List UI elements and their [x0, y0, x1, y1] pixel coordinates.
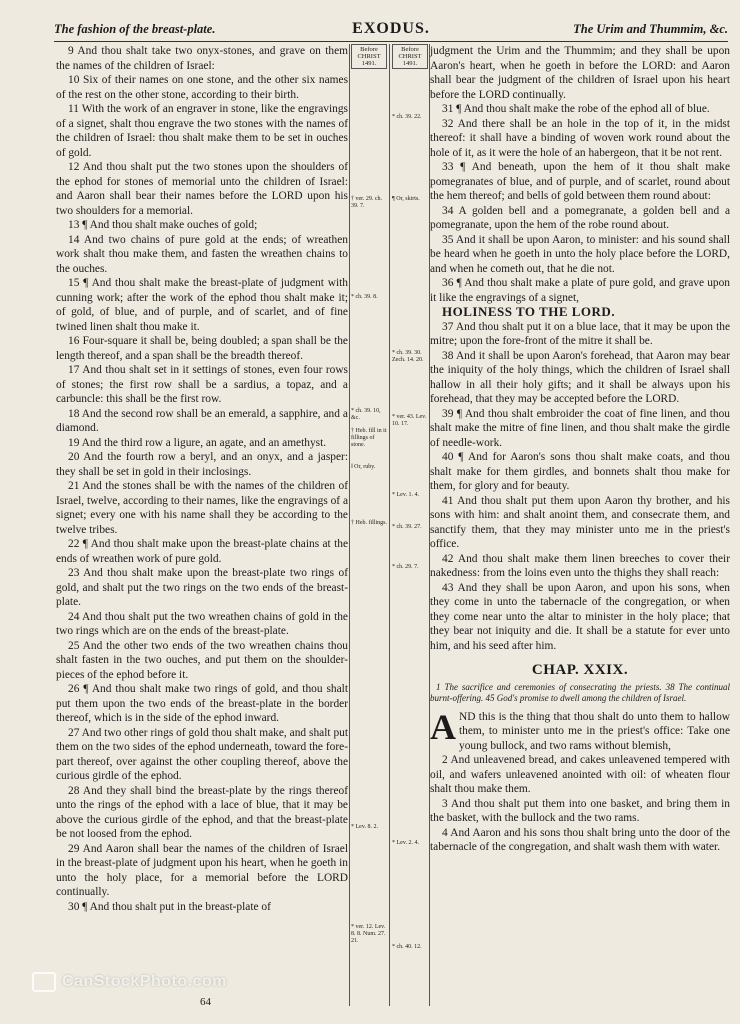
verse: 30 ¶ And thou shalt put in the breast-plate of	[68, 900, 271, 913]
chapter-heading: CHAP. XXIX.	[531, 662, 629, 678]
verse: judgment the Urim and the Thummim; and they shall be upon Aaron's heart, when he goeth in before the LORD: and Aaron shall bear the judgment of the children of Israel upon his heart before the LORD continually.	[430, 45, 730, 101]
verse: 42 And thou shalt make them linen breeches to cover their nakedness: from the loins even unto the thighs they shall reach:	[430, 552, 730, 579]
drop-cap: A	[430, 706, 456, 747]
verse: 24 And thou shalt put the two wreathen chains of gold in the two rings which are on the ends of the breast-plate.	[56, 610, 348, 637]
margin-note: * ver. 12. Lev. 8. 8. Num. 27. 21.	[351, 924, 386, 944]
date-box: Before CHRIST 1491.	[392, 44, 428, 69]
verse: 11 With the work of an engraver in stone, like the engravings of a signet, shalt thou engrave the two stones with the names of the children of Israel: thou shalt make them to be set in ouches of gold.	[56, 103, 348, 159]
verse: 16 Four-square it shall be, being doubled; a span shall be the length thereof, and a span shall be the breadth thereof.	[56, 335, 348, 362]
verse: 25 And the other two ends of the two wreathen chains thou shalt fasten in the two ouches, and put them on the shoulder-pieces of the ephod before it.	[56, 639, 348, 681]
margin-note: * ver. 43. Lev. 10. 17.	[392, 414, 427, 427]
margin-note: * Lev. 8. 2.	[351, 824, 378, 830]
date-box: Before CHRIST 1491.	[351, 44, 387, 69]
verse: 22 ¶ And thou shalt make upon the breast-plate chains at the ends of wreathen work of pure gold.	[56, 538, 348, 565]
verse: 15 ¶ And thou shalt make the breast-plate of judgment with cunning work; after the work of the ephod thou shalt make it; of gold, of blue, and of purple, and of scarlet, and of fine twined linen shalt thou make it.	[56, 277, 348, 333]
chapter-summary: 1 The sacrifice and ceremonies of consecrating the priests. 38 The continual burnt-offering. 45 God's promise to dwell among the children of Israel.	[430, 681, 730, 703]
verse: 27 And two other rings of gold thou shalt make, and shalt put them on the two sides of the ephod underneath, toward the fore-part thereof, over against the other coupling thereof, above the curious girdle of the ephod.	[56, 726, 348, 782]
verse: 14 And two chains of pure gold at the ends; of wreathen work shalt thou make them, and fasten the wreathen chains to the ouches.	[56, 233, 348, 275]
margin-note: * ch. 29. 7.	[392, 564, 419, 570]
verse: 18 And the second row shall be an emerald, a sapphire, and a diamond.	[56, 407, 348, 434]
right-text-column	[430, 44, 730, 855]
verse: 13 ¶ And thou shalt make ouches of gold;	[68, 219, 258, 231]
verse: 17 And thou shalt set in it settings of stones, even four rows of stones; the first row shall be a sardius, a topaz, and a carbuncle: this shall be the first row.	[56, 364, 348, 405]
verse: 36 ¶ And thou shalt make a plate of pure gold, and grave upon it like the engravings of a signet,	[430, 277, 730, 304]
verse: 38 And it shall be upon Aaron's forehead, that Aaron may bear the iniquity of the holy things, which the children of Israel shall hallow in all their holy gifts; and it shall be always upon his forehead, that they may be accepted before the LORD.	[430, 349, 730, 405]
margin-note: * ch. 39. 8.	[351, 294, 378, 300]
verse: 37 And thou shalt put it on a blue lace, that it may be upon the mitre; upon the fore-front of the mitre it shall be.	[430, 320, 730, 347]
verse: 9 And thou shalt take two onyx-stones, and grave on them the names of the children of Israel:	[56, 45, 348, 72]
verse: 33 ¶ And beneath, upon the hem of it thou shalt make pomegranates of blue, and of purple, and of scarlet, round about the hem thereof; and bells of gold between them round about:	[430, 161, 730, 202]
verse: 40 ¶ And for Aaron's sons thou shalt make coats, and thou shalt make for them girdles, and bonnets shalt thou make for them, for glory and for beauty.	[430, 451, 730, 492]
margin-note: ‖ Or, ruby.	[351, 464, 376, 470]
verse: 19 And the third row a ligure, an agate, and an amethyst.	[68, 436, 327, 449]
verse: 39 ¶ And thou shalt embroider the coat of fine linen, and thou shalt make the mitre of fine linen, and thou shalt make the girdle of needle-work.	[430, 407, 730, 449]
watermark	[32, 972, 227, 992]
verse: 2 And unleavened bread, and cakes unleavened tempered with oil, and wafers unleavened anointed with oil: of wheaten flour shalt thou make them.	[430, 754, 730, 795]
verse: 3 And thou shalt put them into one basket, and bring them in the basket, with the bullock and the two rams.	[430, 797, 730, 824]
verse: 35 And it shall be upon Aaron, to minister: and his sound shall be heard when he goeth in unto the holy place before the LORD, and when he cometh out, that he die not.	[430, 233, 730, 275]
verse: 43 And they shall be upon Aaron, and upon his sons, when they come in unto the tabernacle of the congregation, or when they come near unto the altar to minister in the holy place; that they bear not iniquity and die. It shall be a statute for ever unto him, and his seed after him.	[430, 581, 730, 652]
verse: 41 And thou shalt put them upon Aaron thy brother, and his sons with him: and shalt anoint them, and consecrate them, and sanctify them, that they may minister unto me in the priest's office.	[430, 494, 730, 550]
verse: 34 A golden bell and a pomegranate, a golden bell and a pomegranate, upon the hem of the robe round about.	[430, 204, 730, 231]
margin-references-left	[351, 44, 387, 944]
watermark-text: CanStockPhoto.com	[62, 973, 227, 991]
margin-note: † ver. 29. ch. 39. 7.	[351, 196, 382, 209]
holiness-inscription: HOLINESS TO THE LORD.	[442, 304, 616, 319]
verse: 31 ¶ And thou shalt make the robe of the ephod all of blue.	[442, 103, 710, 115]
margin-note: * ch. 39. 10, &c.	[351, 408, 381, 421]
verse: 23 And thou shalt make upon the breast-plate two rings of gold, and shalt put the two rings on the two ends of the breast-plate.	[56, 567, 348, 608]
verse: 26 ¶ And thou shalt make two rings of gold, and thou shalt put them upon the two ends of the breast-plate in the border thereof, which is in the side of the ephod inward.	[56, 683, 348, 724]
margin-divider	[389, 44, 390, 1006]
margin-references-right	[392, 44, 428, 950]
verse: 32 And there shall be an hole in the top of it, in the midst thereof: it shall have a binding of woven work round about the hole of it, as it were the hole of an habergeon, that it be not rent.	[430, 117, 730, 159]
margin-note: ¶ Or, skirts.	[392, 196, 420, 202]
header-rule	[54, 41, 728, 42]
verse: 12 And thou shalt put the two stones upon the shoulders of the ephod for stones of memorial unto the children of Israel: and Aaron shall bear their names before the LORD upon his two shoulders for a memorial.	[56, 161, 348, 217]
verse: 28 And they shall bind the breast-plate by the rings thereof unto the rings of the ephod with a lace of blue, that it may be above the curious girdle of the ephod, and that the breast-plate be not loosed from the ephod.	[56, 784, 348, 840]
header-left-title: The fashion of the breast-plate.	[54, 22, 216, 36]
margin-note: * ch. 39. 27.	[392, 524, 422, 530]
left-text-column	[56, 44, 348, 914]
margin-note: † Heb. fill in it fillings of stone.	[351, 428, 387, 448]
verse: ND this is the thing that thou shalt do unto them to hallow them, to minister unto me in the priest's office: Take one young bullock, and two rams without blemish,	[459, 710, 730, 752]
verse: 29 And Aaron shall bear the names of the children of Israel in the breast-plate of judgment upon his heart, when he goeth in unto the holy place, for a memorial before the LORD continually.	[56, 842, 348, 898]
page-header	[54, 22, 728, 40]
header-right-title: The Urim and Thummim, &c.	[573, 22, 728, 36]
verse: 20 And the fourth row a beryl, and an onyx, and a jasper: they shall be set in gold in their inclosings.	[56, 451, 348, 478]
margin-note: † Heb. fillings.	[351, 520, 387, 526]
verse: 10 Six of their names on one stone, and the other six names of the rest on the other stone, according to their birth.	[56, 74, 348, 101]
page-number: 64	[200, 996, 211, 1008]
camera-logo-icon	[32, 972, 56, 992]
margin-note: * Lev. 1. 4.	[392, 492, 419, 498]
margin-note: * ch. 39. 22.	[392, 114, 422, 120]
margin-note: * ch. 39. 30. Zech. 14. 20.	[392, 350, 424, 363]
margin-note: * ch. 40. 12.	[392, 944, 422, 950]
margin-divider	[349, 44, 350, 1006]
header-book-title: EXODUS.	[352, 20, 430, 37]
margin-note: * Lev. 2. 4.	[392, 840, 419, 846]
verse: 4 And Aaron and his sons thou shalt bring unto the door of the tabernacle of the congregation, and shalt wash them with water.	[430, 826, 730, 853]
verse: 21 And the stones shall be with the names of the children of Israel, twelve, according to their names, like the engravings of a signet; every one with his name shall they be according to the twelve tribes.	[56, 480, 348, 536]
